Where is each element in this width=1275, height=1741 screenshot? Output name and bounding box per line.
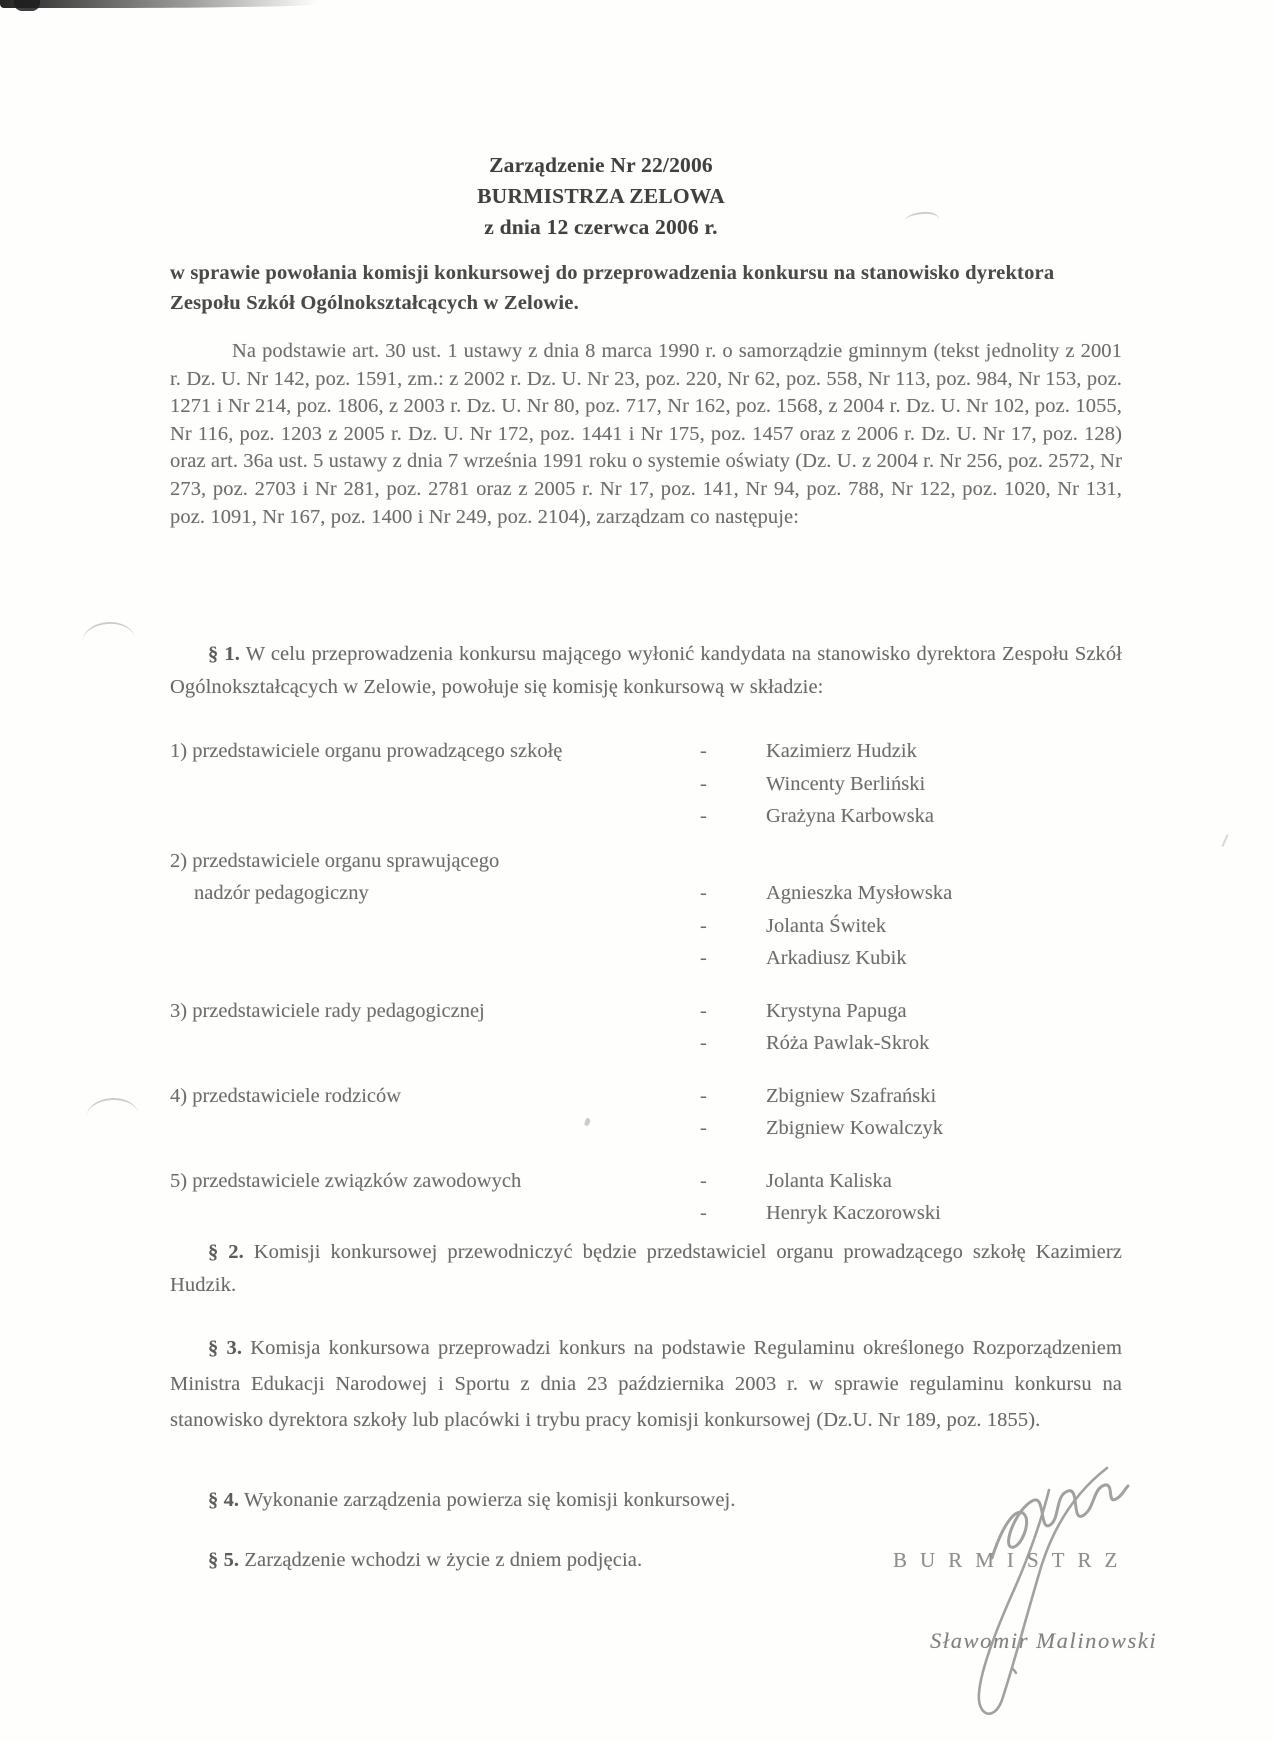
section-4-number: § 4. (208, 1489, 240, 1511)
committee-row (170, 1165, 1150, 1198)
committee-group-1 (170, 735, 1150, 833)
pencil-mark-left-margin-1 (81, 620, 134, 642)
section-5-text: Zarządzenie wchodzi w życie z dniem podjęcia. (244, 1549, 643, 1571)
section-4-text: Wykonanie zarządzenia powierza się komisji konkursowej. (244, 1489, 736, 1511)
committee-row (170, 735, 1150, 768)
section-3-number: § 3. (208, 1337, 243, 1359)
member-name: Grażyna Karbowska (766, 805, 934, 827)
section-5-number: § 5. (208, 1549, 240, 1571)
member-name: Henryk Kaczorowski (766, 1202, 941, 1224)
dash-separator: - (700, 882, 707, 904)
dash-separator: - (700, 1169, 707, 1192)
signature-role-title: BURMISTRZ (893, 1548, 1131, 1572)
member-name: Jolanta Świtek (766, 914, 887, 937)
title-line-issuer: BURMISTRZA ZELOWA (477, 184, 725, 208)
member-name: Kazimierz Hudzik (766, 740, 917, 762)
dash-separator: - (700, 999, 707, 1022)
committee-row (170, 1027, 1150, 1060)
section-1-number: § 1. (208, 643, 240, 665)
scan-smudge-top-edge (0, 0, 345, 8)
group-1-label: 1) przedstawiciele organu prowadzącego szkołę (170, 740, 563, 762)
section-2-paragraph (170, 1236, 1122, 1302)
member-name: Zbigniew Kowalczyk (766, 1117, 944, 1139)
committee-row (170, 800, 1150, 833)
section-3-text: Komisja konkursowa przeprowadzi konkurs na podstawie Regulaminu określonego Rozporządzeniem Ministra Edukacji Narodowej i Sportu z dnia 23 października 2003 r. w sprawie regulaminu konkursu na stanowisko dyrektora szkoły lub placówki i trybu pracy komisji konkursowej (Dz.U. Nr 189, poz. 1855). (170, 1337, 1122, 1431)
member-name: Agnieszka Mysłowska (766, 882, 953, 904)
committee-list (170, 735, 1150, 1250)
group-5-label: 5) przedstawiciele związków zawodowych (170, 1169, 522, 1192)
committee-row (170, 910, 1150, 943)
committee-group-2 (170, 845, 1150, 975)
section-2-number: § 2. (208, 1241, 244, 1263)
document-subject: w sprawie powołania komisji konkursowej do przeprowadzenia konkursu na stanowisko dyrektora Zespołu Szkół Ogólnokształcących w Zelowie. (170, 262, 1055, 314)
group-2-label-line-2: nadzór pedagogiczny (194, 882, 369, 904)
committee-group-5 (170, 1165, 1150, 1230)
committee-row (170, 942, 1150, 975)
member-name: Jolanta Kaliska (766, 1169, 892, 1192)
committee-row (170, 995, 1150, 1028)
dash-separator: - (700, 1117, 707, 1139)
dash-separator: - (700, 805, 707, 827)
group-3-label: 3) przedstawiciele rady pedagogicznej (170, 999, 485, 1022)
dash-separator: - (700, 1032, 707, 1054)
document-title (126, 150, 1076, 243)
dash-separator: - (700, 772, 707, 795)
committee-row (170, 845, 1150, 878)
member-name: Zbigniew Szafrański (766, 1084, 937, 1107)
dash-separator: - (700, 1084, 707, 1107)
committee-row (170, 877, 1150, 910)
member-name: Krystyna Papuga (766, 999, 907, 1022)
dash-separator: - (700, 1202, 707, 1224)
pencil-mark-left-margin-2 (86, 1097, 139, 1118)
title-line-ordinance-number: Zarządzenie Nr 22/2006 (489, 153, 713, 177)
signature-printed-name: Sławomir Malinowski (930, 1628, 1158, 1653)
group-2-label-line-1: 2) przedstawiciele organu sprawującego (170, 849, 500, 872)
member-name: Róża Pawlak-Skrok (766, 1032, 930, 1054)
dash-separator: - (700, 947, 707, 969)
committee-row (170, 1112, 1150, 1145)
member-name: Arkadiusz Kubik (766, 947, 907, 969)
handwritten-signature-ink (952, 1462, 1167, 1734)
section-3-paragraph (170, 1330, 1122, 1438)
dash-separator: - (700, 740, 707, 762)
group-4-label: 4) przedstawiciele rodziców (170, 1084, 402, 1107)
committee-row (170, 768, 1150, 801)
dash-separator: - (700, 914, 707, 937)
legal-basis-paragraph: Na podstawie art. 30 ust. 1 ustawy z dnia 8 marca 1990 r. o samorządzie gminnym (tekst jednolity z 2001 r. Dz. U. Nr 142, poz. 1591, zm.: z 2002 r. Dz. U. Nr 23, poz. 220, Nr 62, poz. 558, Nr 113, poz. 984, Nr 153, poz. 1271 i Nr 214, poz. 1806, z 2003 r. Dz. U. Nr 80, poz. 717, Nr 162, poz. 1568, z 2004 r. Dz. U. Nr 102, poz. 1055, Nr 116, poz. 1203 z 2005 r. Dz. U. Nr 172, poz. 1441 i Nr 175, poz. 1457 oraz z 2006 r. Dz. U. Nr 17, poz. 128) oraz art. 36a ust. 5 ustawy z dnia 7 września 1991 roku o systemie oświaty (Dz. U. z 2004 r. Nr 256, poz. 2572, Nr 273, poz. 2703 i Nr 281, poz. 2781 oraz z 2005 r. Nr 17, poz. 141, Nr 94, poz. 788, Nr 122, poz. 1020, Nr 131, poz. 1091, Nr 167, poz. 1400 i Nr 249, poz. 2104), zarządzam co następuje: (170, 340, 1122, 528)
section-1-paragraph (170, 638, 1122, 704)
scan-smudge-blob (14, 0, 40, 11)
title-line-date: z dnia 12 czerwca 2006 r. (484, 215, 718, 239)
section-1-text: W celu przeprowadzenia konkursu mającego wyłonić kandydata na stanowisko dyrektora Zespołu Szkół Ogólnokształcących w Zelowie, powołuje się komisję konkursową w składzie: (170, 643, 1123, 698)
committee-group-3 (170, 995, 1150, 1060)
member-name: Wincenty Berliński (766, 772, 926, 795)
scan-speck-right-margin (1221, 834, 1228, 847)
committee-group-4 (170, 1080, 1150, 1145)
committee-row (170, 1080, 1150, 1113)
section-2-text: Komisji konkursowej przewodniczyć będzie przedstawiciel organu prowadzącego szkołę Kazimierz Hudzik. (170, 1241, 1123, 1296)
committee-row (170, 1197, 1150, 1230)
